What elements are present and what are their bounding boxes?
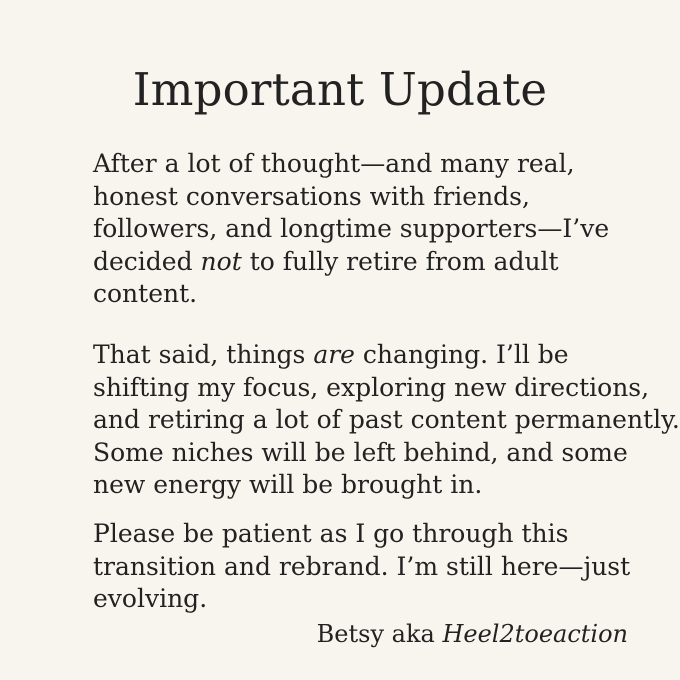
paragraph-1-line-4-end: to fully retire from adult [241, 246, 559, 276]
paragraph-1-line-4-start: decided [93, 246, 201, 276]
paragraph-3-line-1: Please be patient as I go through this [93, 519, 569, 548]
paragraph-2-line-4: Some niches will be left behind, and some [93, 437, 628, 467]
paragraph-2-line-2: shifting my focus, exploring new directions, [93, 372, 650, 402]
signature [317, 618, 628, 650]
paragraph-1-line-4 [93, 246, 663, 279]
paragraph-1-line-5: content. [93, 279, 198, 308]
paragraph-3 [93, 518, 663, 616]
paragraph-2-line-5: new energy will be brought in. [93, 470, 483, 499]
paragraph-2-line-1 [93, 339, 663, 372]
paragraph-2 [93, 339, 680, 502]
page-title: Important Update [132, 63, 548, 116]
paragraph-2-line-1-start: That said, things [93, 340, 314, 369]
paragraph-1 [93, 148, 663, 311]
paragraph-2-line-1-end: changing. I’ll be [354, 340, 569, 369]
paragraph-2-line-3: and retiring a lot of past content permanently. [93, 405, 680, 434]
signature-handle: Heel2toeaction [442, 620, 628, 648]
signature-name: Betsy aka [316, 620, 443, 648]
paragraph-1-line-2: honest conversations with friends, [93, 181, 530, 211]
paragraph-1-line-3: followers, and longtime supporters—I’ve [93, 214, 610, 243]
paragraph-2-emphasis: are [313, 340, 355, 369]
paragraph-3-line-2: transition and rebrand. I’m still here—just [93, 551, 631, 581]
paragraph-1-line-1: After a lot of thought—and many real, [93, 149, 575, 178]
paragraph-3-line-3: evolving. [93, 584, 208, 613]
paragraph-1-emphasis: not [200, 246, 242, 276]
